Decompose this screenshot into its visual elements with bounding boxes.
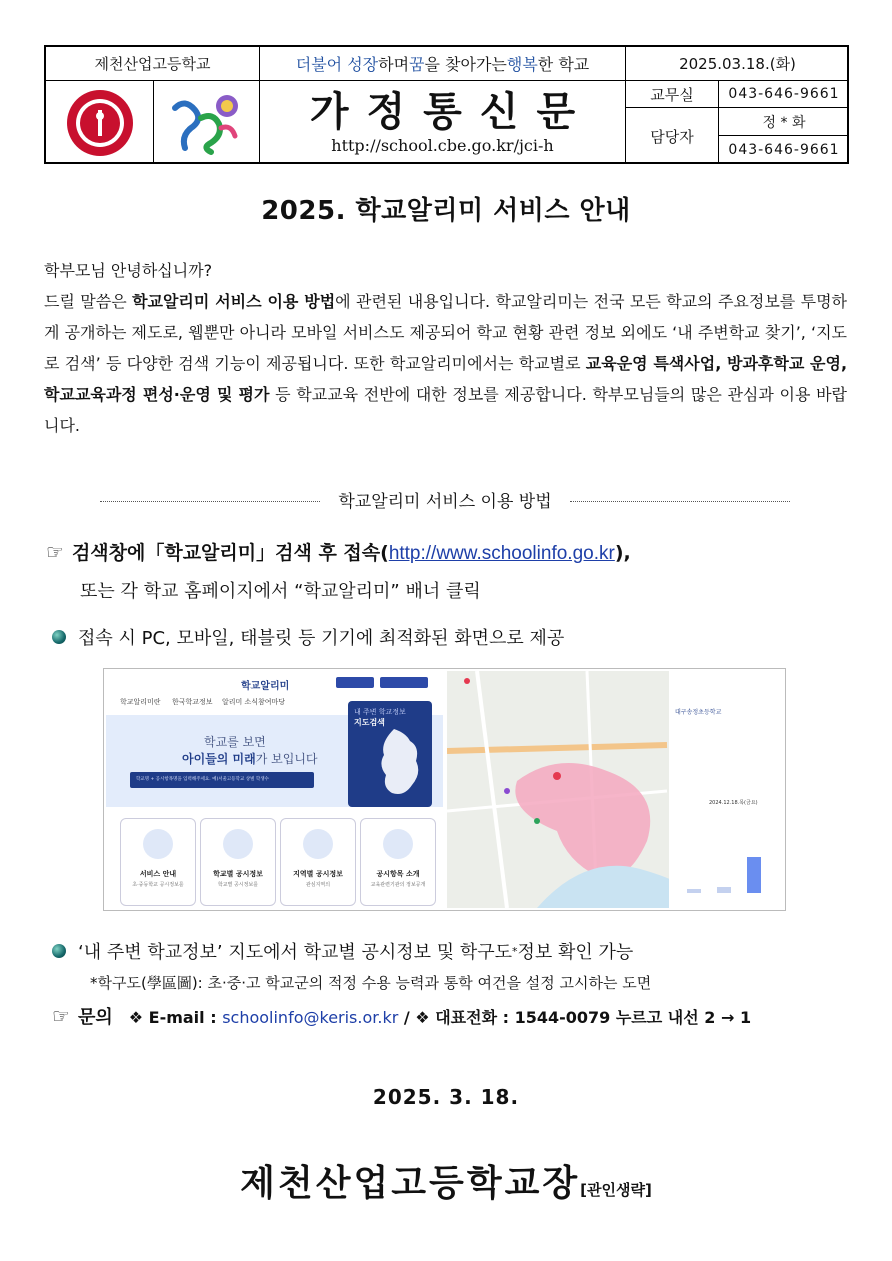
body-bold: 학교교육과정 편성·운영 및 평가 bbox=[44, 385, 270, 404]
body-text: 등 학교교육 전반에 대한 정보를 제공합니다. 학부모님들의 많은 관심과 이용 바랍니다. bbox=[44, 385, 847, 435]
footnote-mark: * bbox=[512, 944, 518, 958]
nav-item: 참여마당 bbox=[258, 698, 286, 706]
card-icon bbox=[223, 829, 253, 859]
signature-block bbox=[0, 1155, 892, 1206]
section-heading-label: 학교알리미 서비스 이용 방법 bbox=[338, 492, 552, 512]
panel-bar bbox=[687, 889, 701, 893]
service-card bbox=[120, 818, 196, 906]
bullet-text: ‘내 주변 학교정보’ 지도에서 학교별 공시정보 및 학구도 bbox=[78, 942, 513, 963]
body-bold: 학교알리미 서비스 이용 방법 bbox=[132, 292, 336, 311]
body-paragraph bbox=[44, 286, 847, 441]
map-image bbox=[447, 671, 784, 908]
issue-date: 2025.03.18.(화) bbox=[626, 47, 849, 81]
header-table bbox=[44, 45, 849, 164]
card-title: 지역별 공시정보 bbox=[293, 870, 343, 878]
nav-item: 알리미 소식 bbox=[222, 698, 259, 706]
card-icon bbox=[303, 829, 333, 859]
newsletter-title: 가정통신문 bbox=[309, 88, 594, 135]
integrity-logo bbox=[154, 81, 260, 164]
school-motto bbox=[260, 47, 626, 81]
newsletter-title-cell bbox=[260, 81, 626, 164]
bullet-text: 접속 시 PC, 모바일, 태블릿 등 기기에 최적화된 화면으로 제공 bbox=[78, 628, 565, 649]
guide-line-2: 또는 각 학교 홈페이지에서 “학교알리미” 배너 클릭 bbox=[80, 581, 481, 602]
guide-line bbox=[46, 538, 631, 565]
panel-bar bbox=[717, 887, 731, 893]
motto-part: 한 학교 bbox=[537, 55, 590, 74]
panel-date: 2024.12.18.목(금요) bbox=[709, 800, 758, 806]
hero-line-2 bbox=[182, 750, 318, 767]
motto-part: 더불어 성장 bbox=[295, 55, 379, 74]
map-screenshot bbox=[447, 671, 784, 908]
map-card-title: 지도검색 bbox=[354, 718, 385, 727]
card-icon bbox=[383, 829, 413, 859]
search-placeholder: 학교명 + 공시항목명을 입력해주세요. 예)서울고등학교 상벌 학생수 bbox=[136, 777, 269, 782]
contact-label: 문의 bbox=[77, 1007, 113, 1028]
card-title: 공시항목 소개 bbox=[376, 870, 420, 878]
motto-part: 을 찾아가는 bbox=[424, 55, 507, 74]
service-card bbox=[280, 818, 356, 906]
footnote: *학구도(學區圖): 초·중·고 학교군의 적정 수용 능력과 통학 여건을 설정 고시하는 도면 bbox=[90, 974, 652, 992]
guide-after: ), bbox=[614, 542, 631, 564]
card-icon bbox=[143, 829, 173, 859]
panel-bar bbox=[747, 857, 761, 893]
map-card-label: 내 주변 학교정보 bbox=[354, 708, 406, 716]
integrity-logo-icon bbox=[165, 88, 249, 158]
card-sub: 관심지역의 bbox=[305, 882, 331, 888]
contact-line bbox=[52, 1003, 751, 1029]
staff-name: 정 * 화 bbox=[719, 108, 849, 136]
divider bbox=[570, 501, 790, 502]
hero-line-1: 학교를 보면 bbox=[204, 735, 266, 749]
schoolinfo-screenshot bbox=[103, 668, 786, 911]
pointing-hand-icon: ☞ bbox=[52, 1004, 70, 1028]
staff-tel: 043-646-9661 bbox=[728, 142, 840, 158]
schoolinfo-link[interactable]: http://www.schoolinfo.go.kr bbox=[388, 543, 615, 564]
body-bold: , bbox=[840, 354, 848, 373]
body-bold: 방과후학교 운영 bbox=[727, 354, 841, 373]
school-url[interactable]: http://school.cbe.go.kr/jci-h bbox=[331, 136, 554, 155]
hero-rest: 가 보입니다 bbox=[255, 752, 318, 766]
school-logo bbox=[46, 81, 154, 164]
bullet-text: 정보 확인 가능 bbox=[517, 942, 634, 963]
hero-bold: 아이들의 미래 bbox=[182, 752, 256, 766]
staff-label: 담당자 bbox=[626, 108, 719, 164]
service-card bbox=[360, 818, 436, 906]
card-sub: 교육관련기관의 정보공개 bbox=[370, 882, 426, 888]
nav-item: 한국학교정보 bbox=[172, 698, 213, 706]
body-bold: , bbox=[715, 354, 727, 373]
bullet-item bbox=[52, 624, 564, 650]
card-sub: 초·중등학교 공시정보를 bbox=[132, 882, 184, 888]
office-label: 교무실 bbox=[626, 81, 719, 108]
motto-part: 꿈 bbox=[409, 55, 425, 74]
card-title: 학교별 공시정보 bbox=[213, 870, 263, 878]
principal-name: 제천산업고등학교장 bbox=[240, 1162, 581, 1204]
body-text: 드릴 말씀은 bbox=[44, 292, 133, 311]
school-name: 제천산업고등학교 bbox=[46, 47, 260, 81]
motto-part: 행복 bbox=[506, 55, 538, 74]
divider bbox=[100, 501, 320, 502]
card-title: 서비스 안내 bbox=[139, 870, 177, 878]
bullet-item bbox=[52, 938, 633, 964]
seal-note: [관인생략] bbox=[580, 1181, 652, 1199]
phone-value: 1544-0079 누르고 내선 2 → 1 bbox=[514, 1008, 752, 1027]
service-card bbox=[200, 818, 276, 906]
website-screenshot bbox=[106, 671, 443, 908]
section-heading bbox=[100, 487, 790, 512]
bullet-icon bbox=[52, 944, 66, 958]
office-tel: 043-646-9661 bbox=[719, 81, 849, 108]
body-text: 에 관련된 내용입니다. 학교알리미는 전국 모든 학교의 주요정보를 투명하게 공개하는 제도로, 웹뿐만 아니라 모바일 서비스도 제공되어 학교 현황 관련 정보 외에도 ‘내 주변학교 찾기’, ‘지도로 검색’ 등 다양한 검색 기능이 제공됩니다. 또한 학교알리미에서는 학교별로 bbox=[44, 292, 848, 373]
nav-item: 학교알리미란 bbox=[120, 698, 161, 706]
email-link[interactable]: schoolinfo@keris.or.kr bbox=[222, 1008, 399, 1027]
pointing-hand-icon: ☞ bbox=[46, 540, 64, 564]
separator: / bbox=[398, 1008, 416, 1027]
panel-school: 대구송정초등학교 bbox=[675, 709, 722, 716]
document-title: 2025. 학교알리미 서비스 안내 bbox=[261, 196, 631, 226]
card-sub: 학교별 공시정보를 bbox=[217, 882, 259, 888]
email-label: ❖ E-mail : bbox=[128, 1008, 223, 1027]
top-button bbox=[336, 677, 374, 688]
phone-label: ❖ 대표전화 : bbox=[415, 1008, 515, 1027]
bullet-icon bbox=[52, 630, 66, 644]
sign-date: 2025. 3. 18. bbox=[372, 1085, 520, 1109]
korea-map-icon bbox=[376, 727, 426, 799]
school-emblem-icon bbox=[65, 88, 135, 158]
greeting: 학부모님 안녕하십니까? bbox=[44, 261, 213, 280]
body-bold: 교육운영 특색사업 bbox=[585, 354, 716, 373]
top-button bbox=[380, 677, 428, 688]
motto-part: 하며 bbox=[378, 55, 410, 74]
site-title: 학교알리미 bbox=[241, 681, 290, 692]
guide-bold: 검색창에「학교알리미」검색 후 접속( bbox=[71, 542, 389, 564]
